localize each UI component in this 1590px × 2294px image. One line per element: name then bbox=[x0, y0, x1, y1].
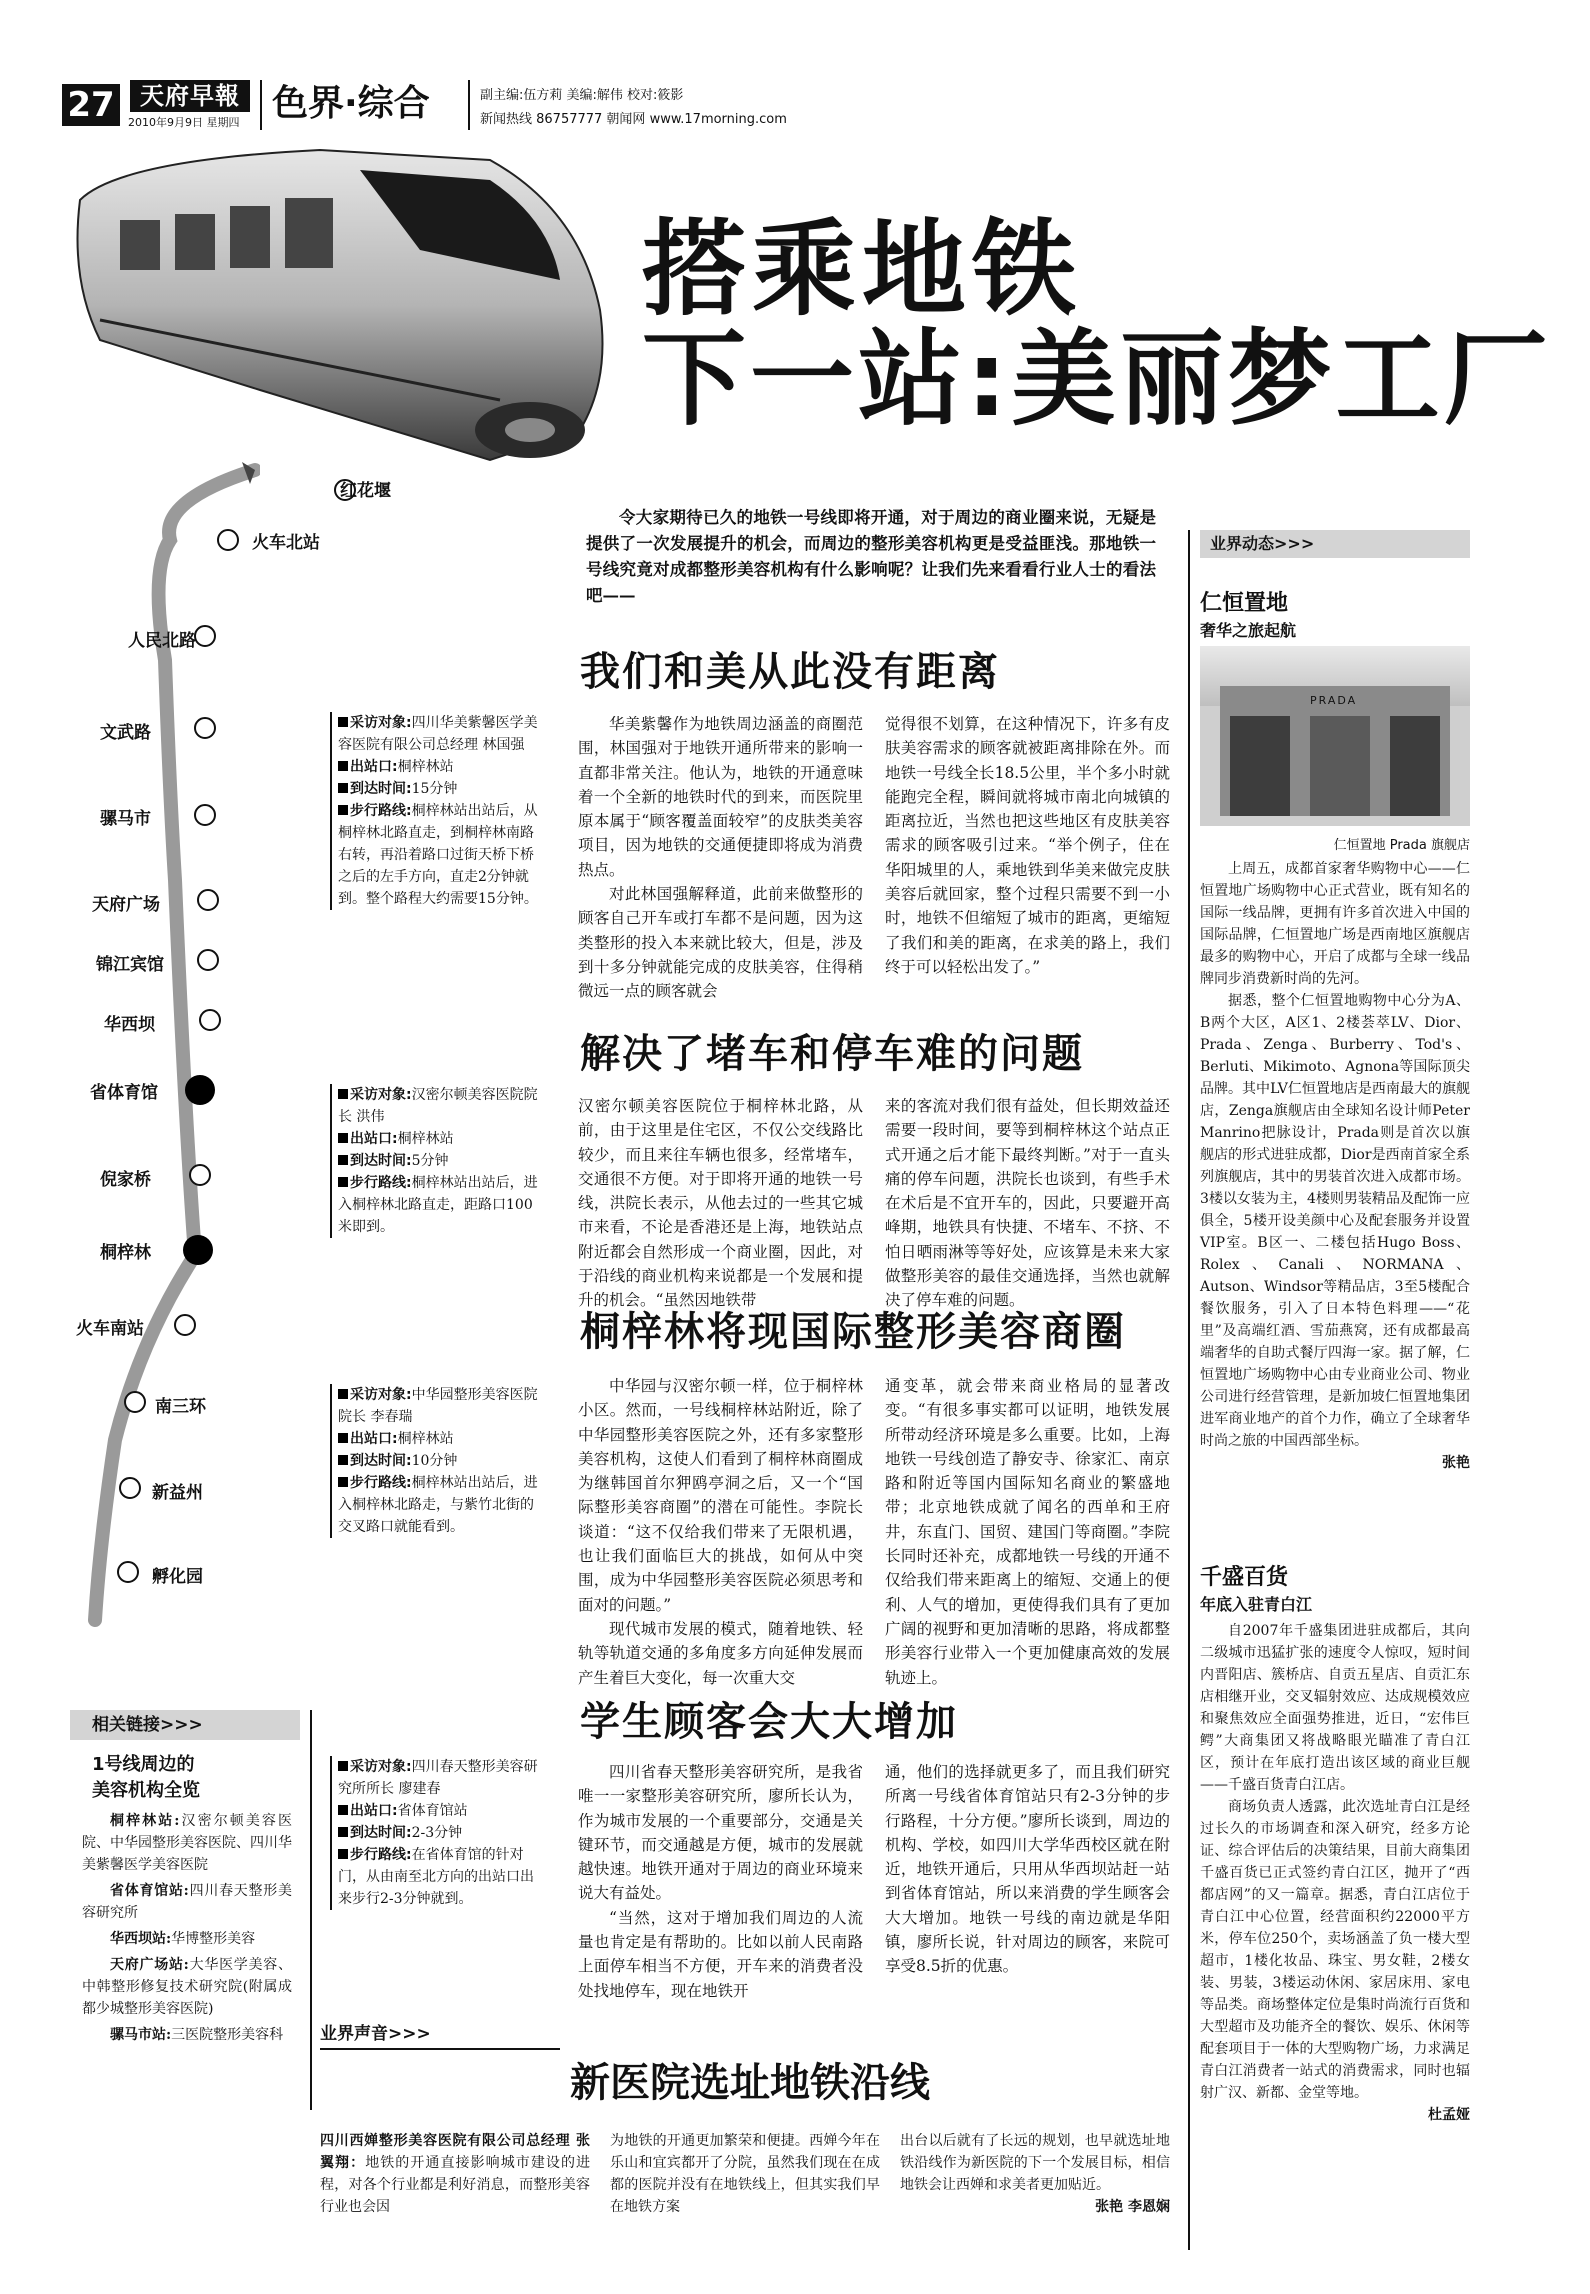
info-value: 中华园整形美容医院院长 李春瑞 bbox=[338, 1387, 538, 1425]
bullet-square bbox=[338, 717, 348, 727]
info-row bbox=[338, 1450, 538, 1472]
station-label: 倪家桥 bbox=[100, 1170, 151, 1190]
info-row bbox=[338, 778, 538, 800]
voice-lead: 四川西婵整形美容医院有限公司总经理 张翼翔： bbox=[320, 2133, 590, 2171]
bullet-square bbox=[338, 805, 348, 815]
article-column-2 bbox=[885, 1374, 1170, 1690]
item2-body bbox=[1200, 1620, 1470, 2126]
headline-line-1: 搭乘地铁 bbox=[642, 208, 1083, 330]
paragraph: 对此林国强解释道，此前来做整形的顾客自己开车或打车都不是问题，因为这类整形的投入本来就比较大，但是，涉及到十多分钟就能完成的皮肤美容，住得稍微远一点的顾客就会 bbox=[578, 885, 863, 1001]
info-value: 桐梓林站出站后，进入桐梓林北路走，与紫竹北街的交叉路口就能看到。 bbox=[338, 1475, 538, 1535]
item1-title: 仁恒置地 bbox=[1200, 591, 1289, 616]
article-column-1 bbox=[578, 1374, 863, 1690]
info-label: 采访对象: bbox=[350, 1759, 412, 1775]
paragraph: 华美紫馨作为地铁周边涵盖的商圈范围，林国强对于地铁开通所带来的影响一直都非常关注。他认为，地铁的开通意味着一个全新的地铁时代的到来，而医院里原本属于“顾客覆盖面较窄”的皮肤类美容项目，因为地铁的交通便捷即将成为消费热点。 bbox=[578, 715, 863, 879]
station-marker bbox=[194, 717, 216, 739]
station-label: 火车南站 bbox=[76, 1319, 144, 1339]
bullet-square bbox=[338, 1761, 348, 1771]
staff-line: 副主编:伍方莉 美编:解伟 校对:筱影 bbox=[480, 88, 684, 103]
station-label: 火车北站 bbox=[252, 533, 320, 553]
info-row bbox=[338, 1844, 538, 1910]
voice-tag: 业界声音>>> bbox=[320, 2020, 560, 2050]
paragraph: 汉密尔顿美容医院位于桐梓林北路，从前，由于这里是住宅区，不仅公交线路比较少，而且来往车辆也很多，经常堵车，交通很不方便。对于即将开通的地铁一号线，洪院长表示，从他去过的一些其它城市来看，不论是香港还是上海，地铁站点附近都会自然形成一个商业圈，因此，对于沿线的商业机构来说都是一个发展和提升的机会。“虽然因地铁带 bbox=[578, 1097, 863, 1310]
voice-col-1 bbox=[320, 2130, 590, 2218]
bullet-square bbox=[338, 783, 348, 793]
info-row bbox=[338, 756, 538, 778]
station-marker bbox=[174, 1314, 196, 1336]
voice-byline: 张艳 李恩娴 bbox=[1095, 2199, 1170, 2215]
station-marker bbox=[117, 1561, 139, 1583]
station-label: 人民北路 bbox=[128, 631, 196, 651]
related-title-1: 1号线周边的 bbox=[92, 1754, 195, 1775]
section-title: 学生顾客会大大增加 bbox=[580, 1699, 958, 1745]
related-item bbox=[82, 1810, 292, 1876]
paragraph: 觉得很不划算，在这种情况下，许多有皮肤美容需求的顾客就被距离排除在外。而地铁一号线全长18.5公里，半个多小时就能跑完全程，瞬间就将城市南北向城镇的距离拉近，当然也把这些地区有皮肤美容需求的顾客吸引过来。“举个例子，住在华阳城里的人，乘地铁到华美来做完皮肤美容后就回家，整个过程只需要不到一小时，地铁不但缩短了城市的距离，更缩短了我们和美的距离，在求美的路上，我们终于可以轻松出发了。” bbox=[885, 715, 1170, 976]
info-label: 出站口: bbox=[350, 1431, 398, 1447]
sidebar-author: 张艳 bbox=[1442, 1455, 1470, 1471]
paragraph: “当然，这对于增加我们周边的人流量也肯定是有帮助的。比如以前人民南路上面停车相当不方便，开车来的消费者没处找地停车，现在地铁开 bbox=[578, 1908, 863, 2000]
interview-info-box bbox=[330, 1756, 538, 1910]
station-marker bbox=[124, 1391, 146, 1413]
article-column-1 bbox=[578, 1094, 863, 1313]
bullet-square bbox=[338, 1433, 348, 1443]
info-label: 出站口: bbox=[350, 1131, 398, 1147]
related-text: 汉密尔顿美容医院、中华园整形美容医院、四川华美紫馨医学美容医院 bbox=[82, 1813, 293, 1873]
info-row bbox=[338, 1384, 538, 1428]
interview-info-box bbox=[330, 712, 538, 910]
info-row bbox=[338, 712, 538, 756]
info-label: 到达时间: bbox=[350, 1825, 412, 1841]
interview-info-box bbox=[330, 1084, 538, 1238]
voice-col1-text: 地铁的开通直接影响城市建设的进程，对各个行业都是利好消息，而整形美容行业也会因 bbox=[320, 2155, 591, 2215]
related-text: 三医院整形美容科 bbox=[171, 2027, 284, 2043]
info-value: 桐梓林站出站后，进入桐梓林北路直走，距路口100米即到。 bbox=[338, 1175, 538, 1235]
article-column-2 bbox=[885, 1760, 1170, 1979]
paragraph: 四川省春天整形美容研究所，是我省唯一一家整形美容研究所，廖所长认为，作为城市发展的一个重要部分，交通是关键环节，而交通越是方便，城市的发展就越快速。地铁开通对于周边的商业环境来说大有益处。 bbox=[578, 1763, 863, 1903]
section-title: 我们和美从此没有距离 bbox=[580, 649, 1000, 695]
station-marker bbox=[185, 1075, 215, 1105]
info-row bbox=[338, 800, 538, 910]
info-value: 桐梓林站 bbox=[397, 1131, 454, 1147]
related-tag: 相关链接>>> bbox=[70, 1710, 300, 1740]
intro-text: 令大家期待已久的地铁一号线即将开通，对于周边的商业圈来说，无疑是提供了一次发展提升的机会，而周边的整形美容机构更是受益匪浅。那地铁一号线究竟对成都整形美容机构有什么影响呢？让我们先来看看行业人士的看法吧—— bbox=[586, 508, 1156, 605]
info-row bbox=[338, 1800, 538, 1822]
station-marker bbox=[119, 1477, 141, 1499]
sidebar-rule bbox=[1188, 530, 1190, 2250]
related-item bbox=[82, 1928, 292, 1950]
hotline: 新闻热线 86757777 朝闻网 www.17morning.com bbox=[480, 112, 787, 127]
related-station: 省体育馆站: bbox=[110, 1883, 189, 1899]
info-label: 到达时间: bbox=[350, 1153, 412, 1169]
related-station: 骡马市站: bbox=[110, 2027, 172, 2043]
info-value: 省体育馆站 bbox=[397, 1803, 468, 1819]
related-item bbox=[82, 1954, 292, 2020]
interview-info-box bbox=[330, 1384, 538, 1538]
station-label: 骡马市 bbox=[100, 809, 151, 829]
station-label: 华西坝 bbox=[104, 1015, 155, 1035]
voice-title: 新医院选址地铁沿线 bbox=[570, 2060, 930, 2106]
info-label: 出站口: bbox=[350, 1803, 398, 1819]
voice-col3-text: 出台以后就有了长远的规划，也早就选址地铁沿线作为新医院的下一个发展目标，相信地铁会让西婵和求美者更加贴近。 bbox=[900, 2133, 1170, 2193]
bullet-square bbox=[338, 1155, 348, 1165]
masthead-divider bbox=[260, 80, 262, 130]
info-value: 四川春天整形美容研究所所长 廖建春 bbox=[338, 1759, 538, 1797]
info-label: 到达时间: bbox=[350, 781, 412, 797]
bullet-square bbox=[338, 1455, 348, 1465]
section-name: 色界·综合 bbox=[272, 83, 430, 124]
station-label: 南三环 bbox=[155, 1397, 206, 1417]
info-value: 5分钟 bbox=[411, 1153, 449, 1169]
section-title: 解决了堵车和停车难的问题 bbox=[580, 1031, 1084, 1077]
page-number: 27 bbox=[62, 84, 120, 126]
related-list bbox=[82, 1810, 292, 2050]
sidebar-paragraph: 上周五，成都首家奢华购物中心——仁恒置地广场购物中心正式营业，既有知名的国际一线品牌，更拥有许多首次进入中国的国际品牌，仁恒置地广场是西南地区旗舰店最多的购物中心，开启了成都与全球一线品牌同步消费新时尚的先河。 bbox=[1200, 861, 1470, 987]
info-row bbox=[338, 1128, 538, 1150]
info-value: 2-3分钟 bbox=[411, 1825, 463, 1841]
related-station: 华西坝站: bbox=[110, 1931, 172, 1947]
item1-body bbox=[1200, 858, 1470, 1474]
info-row bbox=[338, 1472, 538, 1538]
info-row bbox=[338, 1084, 538, 1128]
info-label: 步行路线: bbox=[350, 1175, 412, 1191]
station-marker bbox=[197, 889, 219, 911]
article-column-1 bbox=[578, 1760, 863, 2003]
station-label: 锦江宾馆 bbox=[96, 955, 164, 975]
station-label: 文武路 bbox=[100, 723, 151, 743]
bullet-square bbox=[338, 1849, 348, 1859]
voice-col-3 bbox=[900, 2130, 1170, 2218]
bullet-square bbox=[338, 1177, 348, 1187]
info-label: 采访对象: bbox=[350, 1087, 412, 1103]
bullet-square bbox=[338, 1477, 348, 1487]
related-text: 华博整形美容 bbox=[171, 1931, 256, 1947]
info-label: 步行路线: bbox=[350, 1475, 412, 1491]
voice-col-2 bbox=[610, 2130, 880, 2218]
station-marker bbox=[199, 1009, 221, 1031]
paragraph: 中华园与汉密尔顿一样，位于桐梓林小区。然而，一号线桐梓林站附近，除了中华园整形美容医院之外，还有多家整形美容机构，这使人们看到了桐梓林商圈成为继韩国首尔狎鸥亭洞之后，又一个“国际整形美容商圈”的潜在可能性。李院长谈道：“这不仅给我们带来了无限机遇，也让我们面临巨大的挑战，如何从中突围，成为中华园整形美容医院必须思考和面对的问题。” bbox=[578, 1377, 863, 1614]
info-row bbox=[338, 1172, 538, 1238]
station-label: 红花堰 bbox=[340, 481, 391, 501]
paragraph: 现代城市发展的模式，随着地铁、轻轨等轨道交通的多角度多方向延伸发展而产生着巨大变化，每一次重大交 bbox=[578, 1619, 863, 1687]
sidebar-tag: 业界动态>>> bbox=[1200, 530, 1470, 558]
item2-subtitle: 年底入驻青白江 bbox=[1200, 1595, 1313, 1614]
headline-line-2: 下一站:美丽梦工厂 bbox=[642, 318, 1552, 440]
issue-date: 2010年9月9日 星期四 bbox=[128, 116, 240, 129]
info-value: 桐梓林站 bbox=[397, 1431, 454, 1447]
intro-paragraph bbox=[586, 505, 1156, 609]
station-marker bbox=[194, 625, 216, 647]
related-links-box bbox=[70, 1710, 312, 2110]
station-label: 新益州 bbox=[152, 1483, 203, 1503]
station-label: 孵化园 bbox=[152, 1567, 203, 1587]
article-column-1 bbox=[578, 712, 863, 1004]
paper-logo: 天府早報 bbox=[130, 80, 250, 112]
info-row bbox=[338, 1428, 538, 1450]
info-value: 汉密尔顿美容医院院长 洪伟 bbox=[338, 1087, 538, 1125]
item1-subtitle: 奢华之旅起航 bbox=[1200, 621, 1297, 640]
masthead-divider-2 bbox=[468, 80, 470, 130]
sidebar-author: 杜孟娅 bbox=[1428, 2107, 1470, 2123]
sidebar-paragraph: 自2007年千盛集团进驻成都后，其向二级城市迅猛扩张的速度令人惊叹，短时间内晋阳店、簇桥店、自贡五星店、自贡汇东店相继开业，交叉辐射效应、达成规模效应和聚焦效应全面强势推进，近日，“宏伟巨鳄”大商集团又将战略眼光瞄准了青白江区，预计在年底打造出该区域的商业巨舰——千盛百货青白江店。 bbox=[1200, 1623, 1470, 1793]
voice-section bbox=[320, 2020, 1180, 2260]
related-item bbox=[82, 2024, 292, 2046]
section-title: 桐梓林将现国际整形美容商圈 bbox=[580, 1309, 1126, 1355]
prada-sign: PRADA bbox=[1310, 694, 1358, 707]
info-row bbox=[338, 1150, 538, 1172]
info-value: 四川华美紫馨医学美容医院有限公司总经理 林国强 bbox=[338, 715, 538, 753]
station-label: 天府广场 bbox=[92, 895, 160, 915]
info-label: 采访对象: bbox=[350, 1387, 412, 1403]
right-sidebar bbox=[1200, 530, 1470, 2250]
sidebar-paragraph: 据悉，整个仁恒置地购物中心分为A、B两个大区，A区1、2楼荟萃LV、Dior、Prada、Zenga、Burberry、Tod's、Berluti、Mikimoto、Agnona等国际顶尖品牌。其中LV仁恒置地店是西南最大的旗舰店，Zenga旗舰店由全球知名设计师Peter Manrino把脉设计，Prada则是首次以旗舰店的形式进驻成都，Dior是西南首家全系列旗舰店，其中的男装首次进入成都市场。3楼以女装为主，4楼则男装精品及配饰一应俱全，5楼开设美颜中心及配套服务并设置VIP室。B区一、二楼包括Hugo Boss、Rolex、Canali、NORMANA、Autson、Windsor等精品店，3至5楼配合餐饮服务，引入了日本特色料理——“花里”及高端红酒、雪茄燕窝，还有成都最高端奢华的自助式餐厅四海一家。据了解，仁恒置地广场购物中心由专业商业公司、物业公司进行经营管理，是新加坡仁恒置地集团进军商业地产的首个力作，确立了全球奢华时尚之旅的中国西部坐标。 bbox=[1200, 993, 1470, 1449]
bullet-square bbox=[338, 1133, 348, 1143]
train-illustration bbox=[60, 140, 620, 480]
related-text: 四川春天整形美容研究所 bbox=[82, 1883, 293, 1921]
photo-caption: 仁恒置地 Prada 旗舰店 bbox=[1333, 838, 1470, 853]
related-station: 桐梓林站: bbox=[110, 1813, 180, 1829]
paragraph: 来的客流对我们很有益处，但长期效益还需要一段时间，要等到桐梓林这个站点正式开通之后才能下最终判断。”对于一直头痛的停车问题，洪院长也谈到，有些手术在术后是不宜开车的，因此，只要避开高峰期，地铁具有快捷、不堵车、不挤、不怕日晒雨淋等等好处，应该算是未来大家做整形美容的最佳交通选择，当然也就解决了停车难的问题。 bbox=[885, 1097, 1170, 1310]
related-title-2: 美容机构全览 bbox=[92, 1780, 200, 1801]
station-marker bbox=[189, 1164, 211, 1186]
related-station: 天府广场站: bbox=[110, 1957, 189, 1973]
info-value: 桐梓林站 bbox=[397, 759, 454, 775]
paragraph: 通变革，就会带来商业格局的显著改变。“有很多事实都可以证明，地铁发展所带动经济环境是多么重要。比如，上海地铁一号线创造了静安寺、徐家汇、南京路和附近等国内国际知名商业的繁盛地带；北京地铁成就了闻名的西单和王府井，东直门、国贸、建国门等商圈。”李院长同时还补充，成都地铁一号线的开通不仅给我们带来距离上的缩短、交通上的便利、人气的增加，更使得我们具有了更加广阔的视野和更加清晰的思路，将成都整形美容行业带入一个更加健康高效的发展轨迹上。 bbox=[885, 1377, 1170, 1687]
info-label: 采访对象: bbox=[350, 715, 412, 731]
info-label: 出站口: bbox=[350, 759, 398, 775]
bullet-square bbox=[338, 1827, 348, 1837]
related-text: 大华医学美容、中韩整形修复技术研究院(附属成都少城整形美容医院) bbox=[82, 1957, 293, 2017]
station-marker bbox=[183, 1235, 213, 1265]
station-label: 省体育馆 bbox=[90, 1083, 158, 1103]
bullet-square bbox=[338, 761, 348, 771]
station-label: 桐梓林 bbox=[100, 1243, 151, 1263]
station-marker bbox=[197, 949, 219, 971]
info-value: 桐梓林站出站后，从桐梓林北路直走，到桐梓林南路右转，再沿着路口过街天桥下桥之后的左手方向，直走2分钟就到。整个路程大约需要15分钟。 bbox=[338, 803, 538, 907]
bullet-square bbox=[338, 1089, 348, 1099]
info-label: 步行路线: bbox=[350, 1847, 412, 1863]
article-column-2 bbox=[885, 1094, 1170, 1313]
info-value: 15分钟 bbox=[411, 781, 458, 797]
info-row bbox=[338, 1822, 538, 1844]
info-row bbox=[338, 1756, 538, 1800]
station-marker bbox=[194, 804, 216, 826]
sidebar-paragraph: 商场负责人透露，此次选址青白江是经过长久的市场调查和深入研究，经多方论证、综合评估后的决策结果，目前大商集团千盛百货已正式签约青白江区，抛开了“西都店网”的又一篇章。据悉，青白江店位于青白江中心位置，经营面积约22000平方米，停车位250个，卖场涵盖了负一楼大型超市，1楼化妆品、珠宝、男女鞋，2楼女装、男装，3楼运动休闲、家居床用、家电等品类。商场整体定位是集时尚流行百货和大型超市及功能齐全的餐饮、娱乐、休闲等配套项目于一体的大型购物广场，力求满足青白江消费者一站式的消费需求，同时也辐射广汉、新都、金堂等地。 bbox=[1200, 1799, 1470, 2101]
prada-store-photo bbox=[1200, 646, 1470, 826]
bullet-square bbox=[338, 1389, 348, 1399]
info-label: 步行路线: bbox=[350, 803, 412, 819]
voice-col2-text: 为地铁的开通更加繁荣和便捷。西婵今年在乐山和宜宾都开了分院，虽然我们现在在成都的医院并没有在地铁线上，但其实我们早在地铁方案 bbox=[610, 2133, 880, 2215]
info-value: 10分钟 bbox=[411, 1453, 458, 1469]
station-marker bbox=[217, 529, 239, 551]
info-label: 到达时间: bbox=[350, 1453, 412, 1469]
info-value: 在省体育馆的针对门，从由南至北方向的出站口出来步行2-3分钟就到。 bbox=[338, 1847, 534, 1907]
related-item bbox=[82, 1880, 292, 1924]
item2-title: 千盛百货 bbox=[1200, 1565, 1289, 1590]
masthead bbox=[62, 76, 1362, 136]
article-column-2 bbox=[885, 712, 1170, 979]
bullet-square bbox=[338, 1805, 348, 1815]
paragraph: 通，他们的选择就更多了，而且我们研究所离一号线省体育馆站只有2-3分钟的步行路程，十分方便。”廖所长谈到，周边的机构、学校，如四川大学华西校区就在附近，地铁开通后，只用从华西坝站赶一站到省体育馆站，所以来消费的学生顾客会大大增加。地铁一号线的南边就是华阳镇，廖所长说，针对周边的顾客，来院可享受8.5折的优惠。 bbox=[885, 1763, 1170, 1976]
